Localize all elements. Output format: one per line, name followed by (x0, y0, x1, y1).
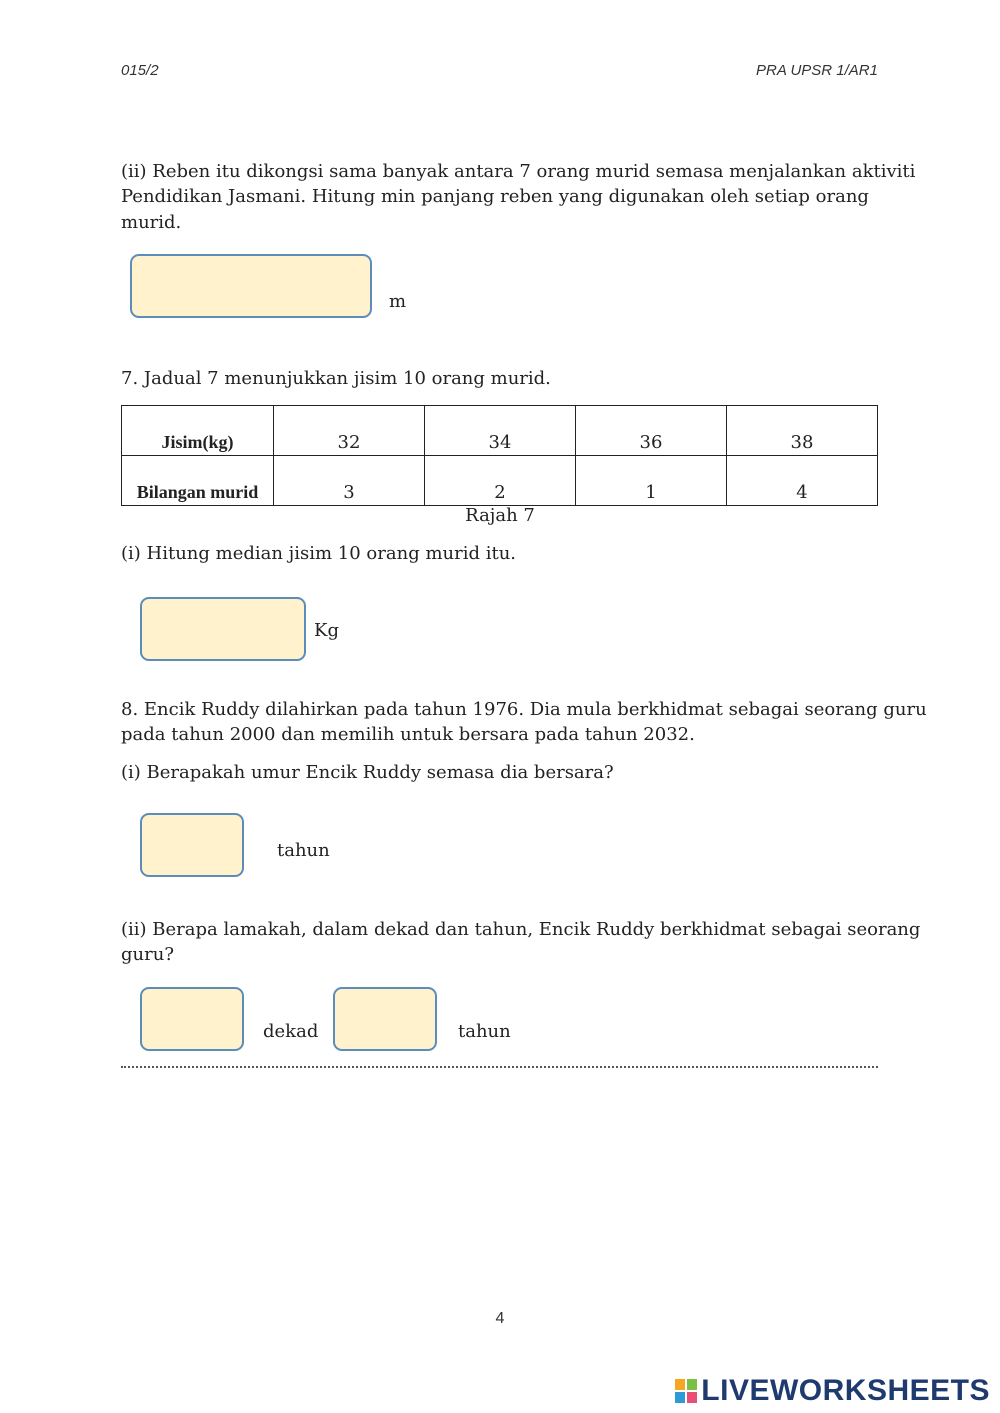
q8ii-text-line-2: guru? (121, 944, 174, 965)
mass-table (121, 405, 878, 506)
q6ii-text-line-3: murid. (121, 212, 182, 233)
table-cell: 2 (425, 456, 576, 506)
liveworksheets-brand-text: LIVEWORKSHEETS (701, 1374, 990, 1407)
q7i-unit: Kg (314, 620, 339, 641)
q7i-answer-input[interactable] (140, 597, 306, 661)
table-row-label: Jisim(kg) (122, 406, 274, 456)
q6ii-text-line-2: Pendidikan Jasmani. Hitung min panjang reben yang digunakan oleh setiap orang (121, 186, 869, 207)
table-row (122, 406, 878, 456)
liveworksheets-logo-icon (675, 1379, 697, 1403)
table-cell: 38 (727, 406, 878, 456)
table-cell: 36 (576, 406, 727, 456)
q8-text-line-1: 8. Encik Ruddy dilahirkan pada tahun 1976. Dia mula berkhidmat sebagai seorang guru (121, 699, 927, 720)
table-caption: Rajah 7 (465, 505, 535, 526)
q8i-text: (i) Berapakah umur Encik Ruddy semasa dia bersara? (121, 762, 614, 783)
q8ii-text-line-1: (ii) Berapa lamakah, dalam dekad dan tahun, Encik Ruddy berkhidmat sebagai seorang (121, 919, 921, 940)
liveworksheets-logo[interactable] (675, 1374, 990, 1408)
table-cell: 34 (425, 406, 576, 456)
q7i-text: (i) Hitung median jisim 10 orang murid itu. (121, 543, 517, 564)
table-cell: 1 (576, 456, 727, 506)
page-number: 4 (495, 1310, 505, 1327)
q8i-answer-input[interactable] (140, 813, 244, 877)
q8ii-decade-unit: dekad (263, 1021, 319, 1042)
dotted-divider (121, 1066, 878, 1068)
table-cell: 3 (274, 456, 425, 506)
table-cell: 4 (727, 456, 878, 506)
q7-intro: 7. Jadual 7 menunjukkan jisim 10 orang murid. (121, 368, 551, 389)
header-code: 015/2 (121, 62, 159, 79)
q6ii-text-line-1: (ii) Reben itu dikongsi sama banyak antara 7 orang murid semasa menjalankan aktiviti (121, 161, 916, 182)
q8ii-year-input[interactable] (333, 987, 437, 1051)
table-cell: 32 (274, 406, 425, 456)
q6ii-answer-input[interactable] (130, 254, 372, 318)
header-exam-title: PRA UPSR 1/AR1 (756, 62, 878, 79)
q8i-unit: tahun (277, 840, 330, 861)
table-row-label: Bilangan murid (122, 456, 274, 506)
q8ii-year-unit: tahun (458, 1021, 511, 1042)
q6ii-unit: m (389, 291, 407, 312)
table-row (122, 456, 878, 506)
q8ii-decade-input[interactable] (140, 987, 244, 1051)
q8-text-line-2: pada tahun 2000 dan memilih untuk bersara pada tahun 2032. (121, 724, 695, 745)
